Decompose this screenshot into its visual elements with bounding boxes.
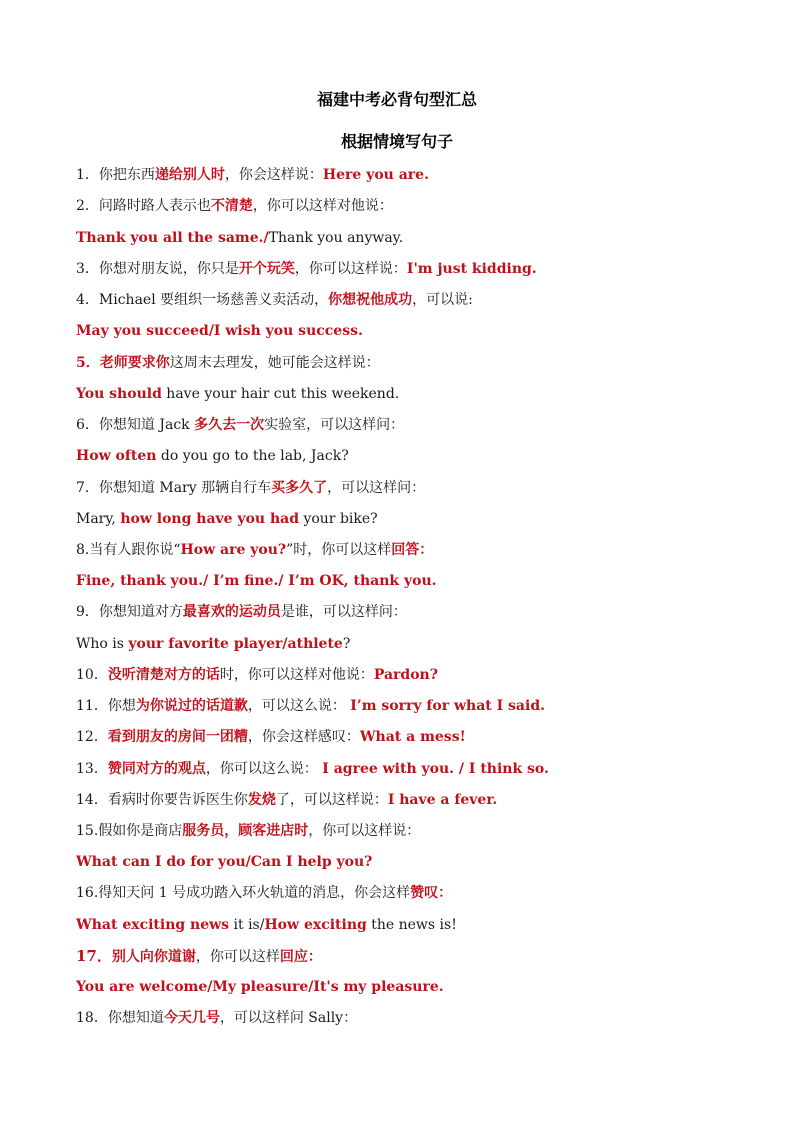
body-text: ，可以这么说： <box>247 698 351 714</box>
body-text: 4．Michael 要组织一场慈善义卖活动， <box>76 292 329 308</box>
highlight-text: What exciting news <box>76 917 230 933</box>
body-text: ”时，你可以这样 <box>286 542 392 558</box>
highlight-text: 为你说过的话道歉 <box>135 698 248 714</box>
body-text: do you go to the lab, Jack? <box>156 448 349 464</box>
sentence-line <box>76 228 776 248</box>
highlight-text: How are you? <box>180 542 287 558</box>
highlight-text: 服务员，顾客进店时 <box>182 823 309 839</box>
body-text: your bike? <box>299 511 378 527</box>
body-text: Mary, <box>76 511 121 527</box>
highlight-text: How often <box>76 448 157 464</box>
highlight-text: 17． <box>76 947 112 965</box>
body-text: Thank you anyway. <box>268 230 404 246</box>
highlight-text: 别人向你道谢 <box>111 949 196 965</box>
highlight-text: I agree with you. / I think so. <box>322 761 549 777</box>
document-subtitle: 根据情境写句子 <box>340 132 453 151</box>
body-text: ，可以这样问： <box>327 480 426 496</box>
sentence-line <box>76 602 776 622</box>
body-text: 14．看病时你要告诉医生你 <box>76 792 248 808</box>
highlight-text: 5． <box>76 355 100 371</box>
highlight-text: 老师要求你 <box>99 355 170 371</box>
body-text: have your hair cut this weekend. <box>161 386 400 402</box>
body-text: 实验室，可以这样问： <box>264 417 405 433</box>
sentence-line <box>76 977 776 997</box>
sentence-line <box>76 665 776 685</box>
highlight-text: I have a fever. <box>387 792 498 808</box>
body-text: 3．你想对朋友说，你只是 <box>76 261 239 277</box>
sentence-line <box>76 478 776 498</box>
body-text: 11．你想 <box>76 698 136 714</box>
highlight-text: What a mess! <box>359 729 466 745</box>
body-text: 10． <box>76 667 108 683</box>
highlight-text: Thank you all the same./ <box>76 230 269 246</box>
highlight-text: What can I do for you/Can I help you? <box>76 854 373 870</box>
sentence-line <box>76 571 776 591</box>
highlight-text: You should <box>76 386 162 402</box>
highlight-text: How exciting <box>264 917 367 933</box>
body-text: ，可以这样问 Sally： <box>219 1010 358 1026</box>
highlight-text: I’m sorry for what I said. <box>350 698 545 714</box>
highlight-text: 多久去一次 <box>194 417 265 433</box>
highlight-text: 回应： <box>279 949 322 965</box>
body-text: 16.得知天问 1 号成功踏入环火轨道的消息，你会这样 <box>76 885 411 901</box>
body-text: 6．你想知道 Jack <box>76 417 195 433</box>
body-text: ，你会这样说： <box>224 167 323 183</box>
body-text: ，你可以这样 <box>195 949 280 965</box>
highlight-text: 赞同对方的观点 <box>107 761 206 777</box>
sentence-line <box>76 790 776 810</box>
body-text: ，可以说: <box>412 292 473 308</box>
body-text: ，你可以这样对他说： <box>252 198 393 214</box>
sentence-line <box>76 290 776 310</box>
highlight-text: Here you are. <box>322 167 429 183</box>
highlight-text: 买多久了 <box>271 480 328 496</box>
highlight-text: how long have you had <box>120 511 299 527</box>
sentence-line <box>76 540 776 560</box>
sentence-line <box>76 634 776 654</box>
highlight-text: 你想祝他成功 <box>328 292 413 308</box>
body-text: 13． <box>76 761 108 777</box>
body-text: 2．问路时路人表示也 <box>76 198 211 214</box>
sentence-line <box>76 446 776 466</box>
sentence-line <box>76 196 776 216</box>
highlight-text: 开个玩笑 <box>238 261 295 277</box>
body-text: 1．你把东西 <box>76 167 155 183</box>
highlight-text: I'm just kidding. <box>406 261 537 277</box>
sentence-line <box>76 509 776 529</box>
sentence-line <box>76 759 776 779</box>
highlight-text: 今天几号 <box>163 1010 220 1026</box>
sentence-line <box>76 727 776 747</box>
sentence-line <box>76 353 776 373</box>
sentence-line <box>76 384 776 404</box>
highlight-text: your favorite player/athlete <box>128 636 343 652</box>
body-text: ? <box>342 636 351 652</box>
body-text: 这周末去理发，她可能会这样说： <box>169 355 380 371</box>
body-text: 7．你想知道 Mary 那辆自行车 <box>76 480 272 496</box>
sentence-line <box>76 915 776 935</box>
sentence-line <box>76 1008 776 1028</box>
body-text: the news is! <box>366 917 457 933</box>
highlight-text: 最喜欢的运动员 <box>182 604 281 620</box>
sentence-line <box>76 883 776 903</box>
highlight-text: 不清楚 <box>210 198 253 214</box>
body-text: 15.假如你是商店 <box>76 823 183 839</box>
body-text: 是谁，可以这样问： <box>280 604 407 620</box>
body-text: ，你可以这样说： <box>294 261 407 277</box>
body-text: 了，可以这样说： <box>275 792 388 808</box>
sentence-line <box>76 415 776 435</box>
sentence-line <box>76 696 776 716</box>
document-title: 福建中考必背句型汇总 <box>316 90 477 109</box>
sentence-line <box>76 852 776 872</box>
highlight-text: 回答： <box>391 542 434 558</box>
highlight-text: May you succeed/I wish you success. <box>76 323 363 339</box>
highlight-text: 发烧 <box>247 792 276 808</box>
highlight-text: 赞叹： <box>410 885 453 901</box>
highlight-text: 递给别人时 <box>154 167 225 183</box>
highlight-text: 没听清楚对方的话 <box>107 667 220 683</box>
body-text: 时，你可以这样对他说： <box>219 667 374 683</box>
sentence-line <box>76 821 776 841</box>
sentence-line <box>76 165 776 185</box>
highlight-text: Fine, thank you./ I’m fine./ I’m OK, thank you. <box>76 573 437 589</box>
body-text: ，你可以这样说： <box>308 823 421 839</box>
sentence-line <box>76 321 776 341</box>
body-text: 8.当有人跟你说“ <box>76 542 181 558</box>
highlight-text: Pardon? <box>373 667 438 683</box>
body-text: Who is <box>76 636 129 652</box>
body-text: it is/ <box>229 917 265 933</box>
body-text: 9．你想知道对方 <box>76 604 183 620</box>
highlight-text: You are welcome/My pleasure/It's my pleasure. <box>76 979 444 995</box>
sentence-line <box>76 946 776 967</box>
body-text: ，你会这样感叹： <box>247 729 360 745</box>
body-text: 18．你想知道 <box>76 1010 164 1026</box>
body-text: 12． <box>76 729 108 745</box>
sentence-line <box>76 259 776 279</box>
body-text: ，你可以这么说： <box>205 761 323 777</box>
highlight-text: 看到朋友的房间一团糟 <box>107 729 248 745</box>
